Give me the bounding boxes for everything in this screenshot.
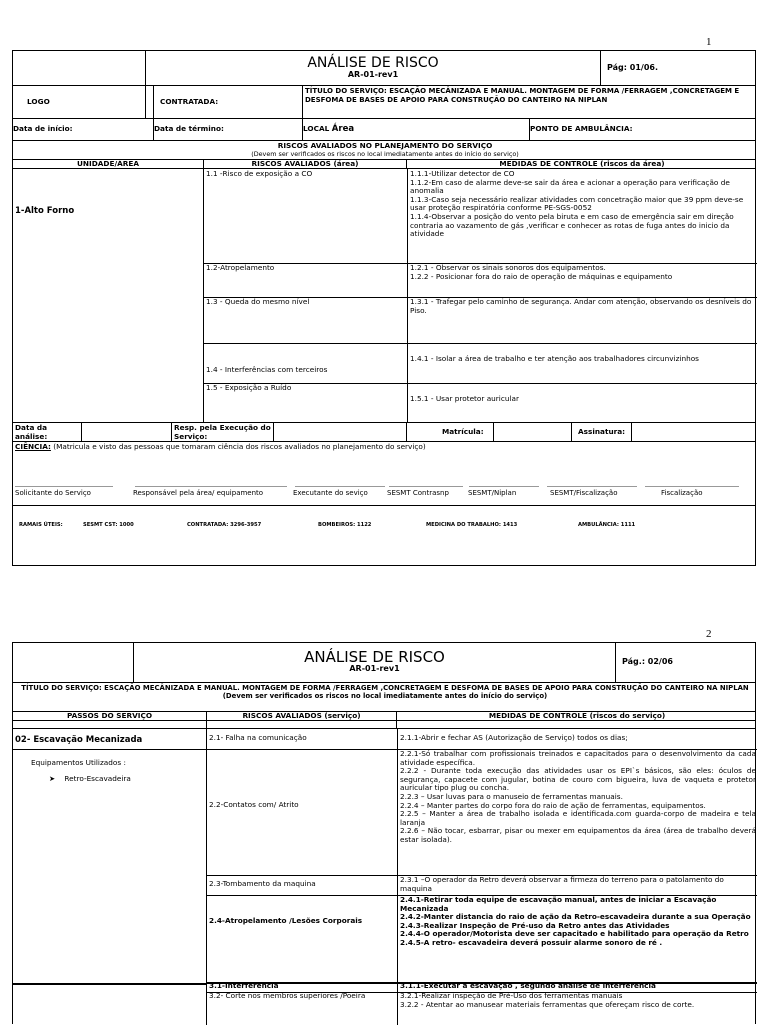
equipment-item [49,775,131,784]
equipment-label: Equipamentos Utilizados : [31,758,126,767]
page-label: Pág.: 02/06 [622,657,673,667]
subheader: (Devem ser verificados os riscos no local imediatamente antes do início do serviço) [222,692,548,700]
matricula-field[interactable] [493,423,571,441]
ramais-row [13,506,755,544]
risk-analysis-form-page-2 [12,642,756,1024]
risk-row [204,263,757,298]
col-risks-header: RISCOS AVALIADOS (serviço) [206,712,396,720]
ciencia-block [13,442,755,506]
risk-text: 1.5 - Exposição a Ruído [206,383,292,392]
resp-field[interactable] [273,423,406,441]
service-title: TÍTULO DO SERVIÇO: ESCAÇÃO MECÂNIZADA E MANUAL. MONTAGEM DE FORMA /FERRAGEM ,CONCRETAGEM E DESFOMA DE BASES DE APOIO PARA CONSTRUÇÃO DO CANTEIRO NA NIPLAN [302,86,757,118]
control-text: 2.4.1-Retirar toda equipe de escavação manual, antes de iniciar a Escavação Mecanizada 2.4.2-Manter distancia do raio de ação da Retro-escavadeira durante a sua Operação 2.4.3-Realizar Inspeção de Pré-uso da Retro antes das Atividades 2.4.4-O operador/Motorista deve ser capacitado e habilitado para operação da Retro 2.4.5-A retro- escavadeira deverá possuir alarme sonoro de ré . [397,895,757,982]
signature-executante: Executante do seviço [293,489,368,497]
form-code: AR-01-rev1 [349,664,400,673]
risk-text: 2.2-Contatos com/ Atrito [209,800,299,809]
risk-row [204,343,757,384]
risk-table-body [13,169,755,423]
risk-analysis-form-page-1 [12,50,756,566]
control-text: 3.1.1-Executar a escavação , segundo analise de interferência [397,982,757,992]
step-title: 02- Escavação Mecanizada [15,735,143,745]
signature-sesmt-contrasnp: SESMT Contrasnp [387,489,449,497]
ramal-label: RAMAIS ÚTEIS: [19,522,63,528]
risk-row [207,895,757,984]
control-text: 1.4.1 - Isolar a área de trabalho e ter atenção aos trabalhadores circunvizinhos [407,343,757,383]
risk-row [204,169,757,264]
analysis-date-label: Data da análise: [15,423,48,441]
page-label: Pág: 01/06. [607,62,658,72]
risk-row [207,875,757,896]
local-label: LOCAL [303,124,330,134]
risks-subheader: (Devem ser verificados os riscos no local imediatamente antes do início do serviço) [251,149,519,158]
ciencia-text: (Matricula e visto das pessoas que tomaram ciência dos riscos avaliados no planejamento do serviço) [53,442,426,451]
unit-value: 1-Alto Forno [15,206,75,216]
signature-solicitante: Solicitante do Serviço [15,489,91,497]
risk-table-body [13,729,755,1025]
risk-text: 3.1-Interferência [209,982,279,990]
local-value: Área [331,124,355,135]
signature-fiscalizacao: Fiscalização [661,489,703,497]
risk-row [207,729,757,750]
control-text: 1.1.1-Utilizar detector de CO 1.1.2-Em caso de alarme deve-se sair da área e acionar a operação para verificação de anomalia 1.1.3-Caso seja necessário realizar atividades com concetração maior que 39 ppm deve-se usar proteção respiratória conforme PE-SGS-0052 1.1.4-Observar a posição do vento pela biruta e em caso de emergência sair em direção contraria ao vazamento de gás ,verificar e conhecer as rotas de fuga antes do inicio da atividade [407,169,757,263]
signature-sesmt-fiscalizacao: SESMT/Fiscalização [550,489,618,497]
risk-text: 2.1- Falha na comunicação [209,733,307,742]
control-text: 1.3.1 - Trafegar pelo caminho de segurança. Andar com atenção, observando os desníveis do Piso. [407,297,757,343]
risk-text: 1.4 - Interferências com terceiros [206,365,328,374]
risk-row [207,992,757,1025]
resp-label: Resp. pela Execução do Serviço: [171,423,273,441]
assinatura-field[interactable] [631,423,757,441]
logo-label: LOGO [27,96,50,106]
service-title: TÍTULO DO SERVIÇO: ESCAÇÃO MECÂNIZADA E MANUAL. MONTAGEM DE FORMA /FERRAGEM ,CONCRETAGEM E DESFOMA DE BASES DE APOIO PARA CONSTRUÇÃO DO CANTEIRO NA NIPLAN [21,684,749,692]
arrow-bullet-icon: ➤ [49,774,56,783]
form-title: ANÁLISE DE RISCO [304,648,445,666]
control-text: 1.2.1 - Observar os sinais sonoros dos equipamentos. 1.2.2 - Posicionar fora do raio de operação de máquinas e equipamento [407,263,757,297]
risk-text: 1.2-Atropelamento [206,263,275,272]
matricula-label: Matrícula: [442,426,484,436]
signature-responsavel: Responsável pela área/ equipamento [133,489,264,497]
col-risks-header: RISCOS AVALIADOS (área) [203,160,406,168]
start-date-label: Data de início: [13,124,73,134]
form-code: AR-01-rev1 [347,70,399,79]
page-number-1: 1 [706,36,712,48]
analysis-date-field[interactable] [81,423,171,441]
ramal-ambulancia: AMBULÂNCIA: 1111 [578,522,636,528]
contratada-label: CONTRATADA: [160,96,219,106]
col-unit-header: UNIDADE/ÁREA [76,160,140,168]
ramal-sesmt: SESMT CST: 1000 [83,522,134,528]
ciencia-label: CIÊNCIA: [15,442,51,451]
risk-text: 3.2- Corte nos membros superiores /Poeira [209,992,366,1000]
control-text: 2.1.1-Abrir e fechar AS (Autorização de Serviço) todos os dias; [397,729,757,749]
ramal-medicina: MEDICINA DO TRABALHO: 1413 [426,522,518,528]
control-text: 2.3.1 –O operador da Retro deverá observar a firmeza do terreno para o patolamento do maquina [397,875,757,895]
risk-text: 1.1 -Risco de exposição a CO [206,169,313,178]
ramal-contratada: CONTRATADA: 3296-3957 [187,522,262,528]
form-title: ANÁLISE DE RISCO [307,55,439,71]
assinatura-label: Assinatura: [578,426,626,436]
equipment-item-label: Retro-Escavadeira [64,774,131,783]
control-text: 1.5.1 - Usar protetor auricular [407,383,757,422]
col-steps-header: PASSOS DO SERVIÇO [66,712,153,720]
ambulance-label: PONTO DE AMBULÂNCIA: [530,124,633,134]
risk-row [204,297,757,344]
risks-header: RISCOS AVALIADOS NO PLANEJAMENTO DO SERVIÇO [277,141,493,150]
page-number-2: 2 [706,628,712,640]
col-controls-header: MEDIDAS DE CONTROLE (riscos do serviço) [396,712,757,720]
signature-sesmt-niplan: SESMT/Niplan [468,489,517,497]
risk-text: 2.3-Tombamento da maquina [209,879,316,888]
ramal-bombeiros: BOMBEIROS: 1122 [318,522,372,528]
end-date-label: Data de término: [154,124,224,134]
control-text: 2.2.1-Só trabalhar com profissionais treinados e capacitados para o desenvolvimento da cada atividade específica. 2.2.2 - Durante toda execução das atividades usar os EPI`s básicos, são eles: óculos de segurança, capacete com jugular, botina de couro com bigueira, luva de vaqueta e protetor auricular tipo plug ou concha. 2.2.3 – Usar luvas para o manuseio de ferramentas manuais. 2.2.4 – Manter partes do corpo fora do raio de ação de ferramentas, equipamentos. 2.2.5 – Manter a área de trabalho isolada e identificada.com guarda-corpo de madeira e tela laranja 2.2.6 – Não tocar, esbarrar, pisar ou mexer em equipamentos da área (área de trabalho deverá estar isolada). [397,749,757,875]
control-text: 3.2.1-Realizar inspeção de Pré-Uso dos ferramentas manuais 3.2.2 - Atentar ao manusear materiais ferramentas que ofereçam risco de corte. [397,992,757,1025]
risk-text: 2.4-Atropelamento /Lesões Corporais [209,916,363,925]
risk-row [204,383,757,422]
risk-text: 1.3 - Queda do mesmo nível [206,297,310,306]
risk-row [207,749,757,876]
col-controls-header: MEDIDAS DE CONTROLE (riscos da área) [406,160,757,168]
